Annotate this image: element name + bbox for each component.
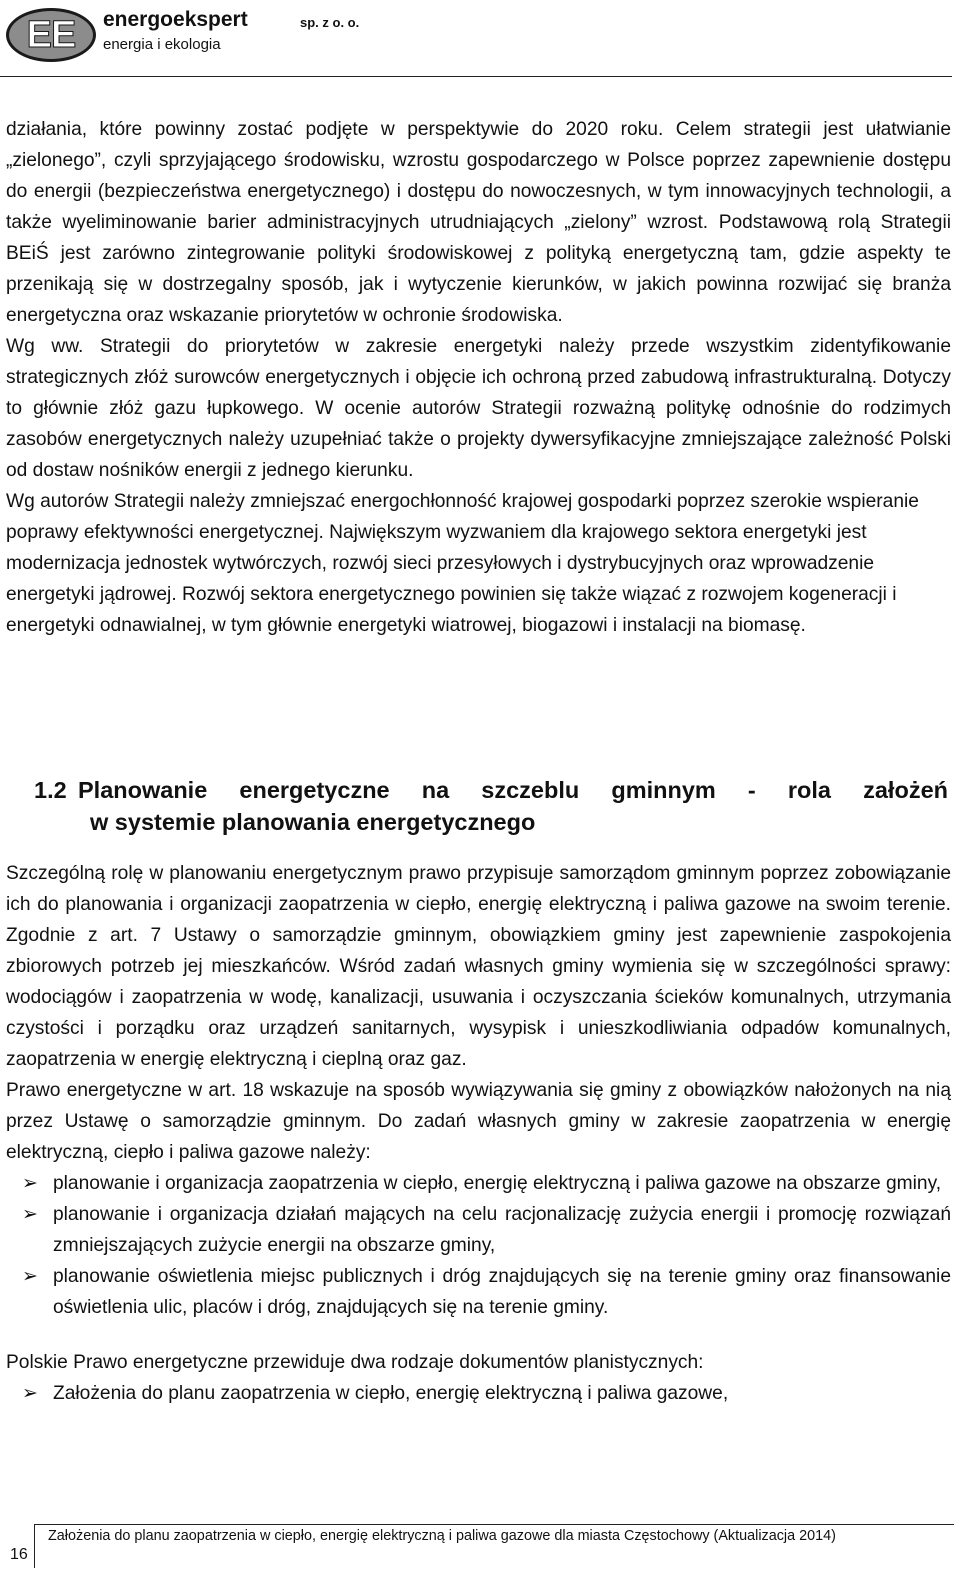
arrow-bullet-icon: ➢ bbox=[22, 1204, 38, 1225]
bullet-list-tasks bbox=[6, 1168, 951, 1323]
bullet-list-documents bbox=[6, 1378, 951, 1409]
section-heading bbox=[34, 774, 954, 838]
arrow-bullet-icon: ➢ bbox=[22, 1266, 38, 1287]
section-number: 1.2 bbox=[34, 777, 67, 803]
footer-document-title: Założenia do planu zaopatrzenia w ciepło, energię elektryczną i paliwa gazowe dla miasta Częstochowy (Aktualizacja 2014) bbox=[48, 1528, 836, 1544]
paragraph: działania, które powinny zostać podjęte w perspektywie do 2020 roku. Celem strategii jest ułatwianie „zielonego”, czyli sprzyjającego środowisku, wzrostu gospodarczego w Polsce poprzez zapewnienie dostępu do energii (bezpieczeństwa energetycznego) i dostępu do nowoczesnych, w tym innowacyjnych technologii, a także wyeliminowanie barier administracyjnych utrudniających „zielony” wzrost. Podstawową rolą Strategii BEiŚ jest zarówno zintegrowanie polityki środowiskowej z polityką energetyczną tam, gdzie aspekty te przenikają się w dostrzegalny sposób, jak i wytyczenie kierunków, w jakich powinna rozwijać się branża energetyczna oraz wskazanie priorytetów w ochronie środowiska. bbox=[6, 119, 951, 326]
paragraph: Polskie Prawo energetyczne przewiduje dwa rodzaje dokumentów planistycznych: bbox=[6, 1352, 704, 1373]
paragraph: Prawo energetyczne w art. 18 wskazuje na sposób wywiązywania się gminy z obowiązków nałożonych na nią przez Ustawę o samorządzie gminnym. Do zadań własnych gminy w zakresie zaopatrzenia w energię elektryczną, ciepło i paliwa gazowe należy: bbox=[6, 1080, 951, 1163]
arrow-bullet-icon: ➢ bbox=[22, 1383, 38, 1404]
company-logo bbox=[6, 8, 96, 62]
footer-divider bbox=[34, 1524, 954, 1525]
company-tagline: energia i ekologia bbox=[103, 36, 221, 53]
page-footer bbox=[0, 1518, 960, 1578]
section-title-line-2: w systemie planowania energetycznego bbox=[90, 809, 536, 835]
header-divider bbox=[0, 76, 952, 77]
spacer bbox=[6, 1323, 951, 1347]
company-suffix: sp. z o. o. bbox=[300, 15, 360, 30]
company-name: energoekspert bbox=[103, 8, 248, 31]
body-text-section-2 bbox=[6, 858, 951, 1409]
paragraph: Wg autorów Strategii należy zmniejszać energochłonność krajowej gospodarki poprzez szerokie wspieranie poprawy efektywności energetycznej. Największym wyzwaniem dla krajowego sektora energetyki jest modernizacja jednostek wytwórczych, rozwój sieci przesyłowych i dystrybucyjnych oraz wprowadzenie energetyki jądrowej. Rozwój sektora energetycznego powinien się także wiązać z rozwojem kogeneracji i energetyki odnawialnej, w tym głównie energetyki wiatrowej, biogazowi i instalacji na biomasę. bbox=[6, 491, 919, 636]
body-text-section-1 bbox=[6, 114, 951, 641]
list-item bbox=[6, 1199, 951, 1261]
list-item-text: planowanie i organizacja działań mających na celu racjonalizację zużycia energii i promocję rozwiązań zmniejszających zużycie energii na obszarze gminy, bbox=[53, 1204, 951, 1256]
logo-lettering: EE bbox=[26, 13, 76, 56]
section-title-line-1: Planowanie energetyczne na szczeblu gminnym - rola założeń bbox=[78, 777, 948, 803]
list-item bbox=[6, 1378, 951, 1409]
list-item bbox=[6, 1168, 951, 1199]
paragraph: Szczególną rolę w planowaniu energetycznym prawo przypisuje samorządom gminnym poprzez zobowiązanie ich do planowania i organizacji zaopatrzenia w ciepło, energię elektryczną i paliwa gazowe na swoim terenie. Zgodnie z art. 7 Ustawy o samorządzie gminnym, obowiązkiem gminy jest zapewnienie zaspokojenia zbiorowych potrzeb jej mieszkańców. Wśród zadań własnych gminy wymienia się w szczególności sprawy: wodociągów i zaopatrzenia w wodę, kanalizacji, usuwania i oczyszczania ścieków komunalnych, utrzymania czystości i porządku oraz urządzeń sanitarnych, wysypisk i unieszkodliwiania odpadów komunalnych, zaopatrzenia w energię elektryczną i cieplną oraz gaz. bbox=[6, 863, 951, 1070]
list-item bbox=[6, 1261, 951, 1323]
arrow-bullet-icon: ➢ bbox=[22, 1173, 38, 1194]
page-header bbox=[0, 0, 960, 84]
footer-vertical-divider bbox=[34, 1524, 35, 1568]
list-item-text: planowanie i organizacja zaopatrzenia w ciepło, energię elektryczną i paliwa gazowe na obszarze gminy, bbox=[53, 1173, 942, 1194]
page-number: 16 bbox=[10, 1546, 28, 1563]
paragraph: Wg ww. Strategii do priorytetów w zakresie energetyki należy przede wszystkim zidentyfikowanie strategicznych złóż surowców energetycznych i objęcie ich ochroną przed zabudową infrastrukturalną. Dotyczy to głównie złóż gazu łupkowego. W ocenie autorów Strategii rozważną politykę odnośnie do rodzimych zasobów energetycznych należy uzupełniać także o projekty dywersyfikacyjne zmniejszające zależność Polski od dostaw nośników energii z jednego kierunku. bbox=[6, 336, 951, 481]
list-item-text: Założenia do planu zaopatrzenia w ciepło, energię elektryczną i paliwa gazowe, bbox=[53, 1383, 729, 1404]
list-item-text: planowanie oświetlenia miejsc publicznych i dróg znajdujących się na terenie gminy oraz finansowanie oświetlenia ulic, placów i dróg, znajdujących się na terenie gminy. bbox=[53, 1266, 951, 1318]
